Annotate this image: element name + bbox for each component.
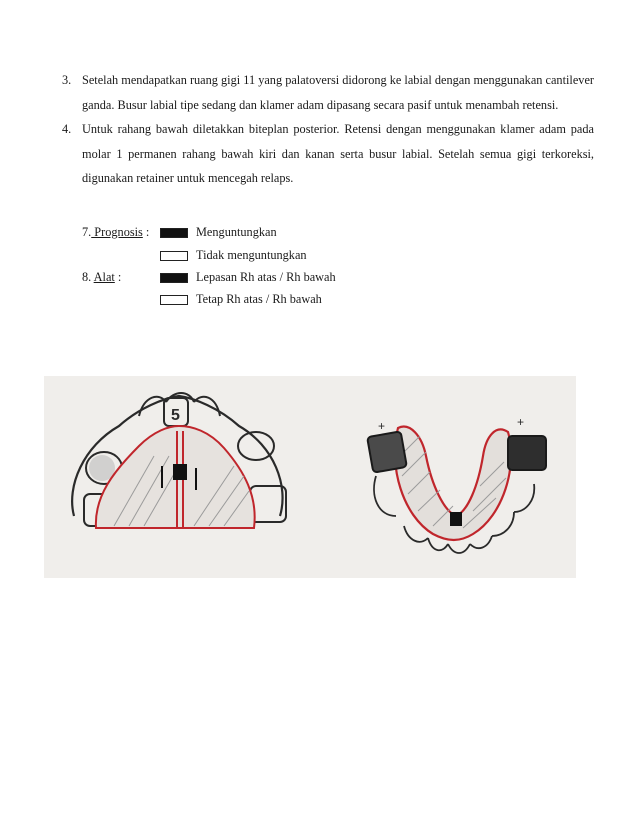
upper-jaw-drawing	[44, 376, 308, 578]
lower-jaw-drawing	[308, 376, 576, 578]
numbered-list	[62, 68, 594, 191]
list-text: Setelah mendapatkan ruang gigi 11 yang palatoversi didorong ke labial dengan menggunakan cantilever ganda. Busur labial tipe sedang dan klamer adam dipasang secara pasif untuk menambah retensi.	[82, 73, 594, 112]
upper-tooth-number: 5	[171, 407, 180, 424]
alat-option-2: Tetap Rh atas / Rh bawah	[196, 292, 322, 306]
alat-checkbox-2[interactable]	[160, 295, 188, 305]
prognosis-option-1: Menguntungkan	[196, 225, 277, 239]
plus-right-label: +	[517, 415, 525, 429]
alat-label: 8. Alat :	[82, 270, 122, 284]
prognosis-label: 7. Prognosis :	[82, 225, 150, 239]
list-item-3	[62, 68, 594, 117]
list-number: 3.	[62, 73, 72, 87]
list-number: 4.	[62, 122, 72, 136]
list-text: Untuk rahang bawah diletakkan biteplan posterior. Retensi dengan menggunakan klamer adam pada molar 1 permanen rahang bawah kiri dan kanan serta busur labial. Setelah semua gigi terkoreksi, digunakan retainer untuk mencegah relaps.	[82, 122, 594, 185]
list-item-4	[62, 117, 594, 191]
plus-left-label: +	[378, 419, 386, 433]
prognosis-checkbox-1[interactable]	[160, 228, 188, 238]
prognosis-checkbox-2[interactable]	[160, 251, 188, 261]
prognosis-option-2: Tidak menguntungkan	[196, 248, 307, 262]
alat-checkbox-1[interactable]	[160, 273, 188, 283]
alat-option-1: Lepasan Rh atas / Rh bawah	[196, 270, 336, 284]
